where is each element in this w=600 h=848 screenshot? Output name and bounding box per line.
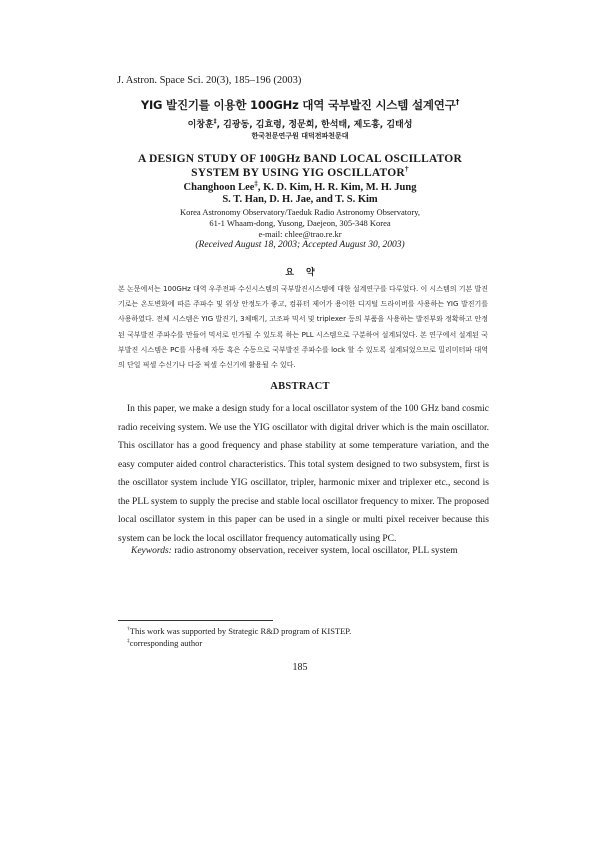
korean-abstract-heading: 요약 <box>285 268 327 278</box>
footnote-funding-text: This work was supported by Strategic R&D program of KISTEP. <box>129 626 352 636</box>
korean-title-text: YIG 발진기를 이용한 100GHz 대역 국부발진 시스템 설계연구 <box>140 98 456 112</box>
footnote-corresponding <box>127 638 202 648</box>
footnote-funding <box>127 626 351 636</box>
english-title-line-1: A DESIGN STUDY OF 100GHz BAND LOCAL OSCILLATOR <box>138 153 462 165</box>
footnote-corresponding-mark: ‡ <box>127 638 130 645</box>
abstract-body: In this paper, we make a design study for a local oscillator system of the 100 GHz band cosmic radio receiving system. We use the YIG oscillator with digital driver which is the main oscillator. This oscillator has a good frequency and phase stability at some temperature variation, and the easy computer aided control characteristics. This total system designed to two subsystem, first is the oscillator system include YIG oscillator, tripler, harmonic mixer and triplexer etc., second is the PLL system to supply the precise and stable local oscillator frequency to mixer. The proposed local oscillator system in this paper can be used in a single or multi pixel receiver because this system can be lock the local oscillator frequency automatically using PC. <box>118 404 489 544</box>
english-coauthors: , K. D. Kim, H. R. Kim, M. H. Jung <box>257 182 417 193</box>
english-title-footnote-mark: † <box>404 164 409 174</box>
korean-abstract: 본 논문에서는 100GHz 대역 우주전파 수신시스템의 국부발진시스템에 대한 설계연구를 다루었다. 이 시스템의 기본 발진기로는 온도변화에 따른 주파수 및 위상 안정도가 좋고, 컴퓨터 제어가 용이한 디지털 드라이버를 사용하는 YIG 발진기를 사용하였다. 전체 시스템은 YIG 발진기, 3체배기, 고조파 믹서 및 triplexer 등의 부품을 사용하는 발진부와 정확하고 안정된 국부발진 주파수를 만들어 믹서로 인가될 수 있도록 하는 PLL 시스템으로 구분하여 설계되었다. 본 연구에서 설계된 국부발진 시스템은 PC를 사용해 자동 혹은 수동으로 국부발진 주파수를 lock 할 수 있도록 설계되었으므로 밀리미터파 대역의 단일 픽셀 수신기나 다중 픽셀 수신기에 활용될 수 있다. <box>118 285 488 370</box>
korean-title-footnote-mark: † <box>455 97 460 107</box>
english-lead-author-mark: ‡ <box>254 180 258 188</box>
english-title-line-2-text: SYSTEM BY USING YIG OSCILLATOR <box>191 167 405 179</box>
korean-authors <box>0 117 600 130</box>
keywords-list: radio astronomy observation, receiver system, local oscillator, PLL system <box>174 546 458 556</box>
journal-citation: J. Astron. Space Sci. 20(3), 185–196 (2003) <box>117 75 302 86</box>
korean-title <box>0 97 600 113</box>
english-lead-author: Changhoon Lee <box>183 182 255 193</box>
footnote-corresponding-text: corresponding author <box>129 638 203 648</box>
keywords <box>131 546 458 556</box>
keywords-label: Keywords: <box>131 546 172 556</box>
korean-coauthors: , 김광동, 김효령, 정문희, 한석태, 제도흥, 김태성 <box>216 120 413 130</box>
english-title <box>0 152 600 180</box>
affiliation-line-1: Korea Astronomy Observatory/Taeduk Radio Astronomy Observatory, <box>179 207 421 217</box>
received-dates: (Received August 18, 2003; Accepted August 30, 2003) <box>195 240 405 250</box>
korean-lead-author-mark: ‡ <box>213 119 217 125</box>
abstract-heading: ABSTRACT <box>270 381 330 392</box>
footnote-divider <box>118 620 273 621</box>
english-affiliation <box>0 207 600 240</box>
english-authors-line-2: S. T. Han, D. H. Jae, and T. S. Kim <box>222 194 378 205</box>
english-title-line-2 <box>0 166 600 180</box>
author-email: e-mail: chlee@trao.re.kr <box>258 229 342 239</box>
page-number: 185 <box>292 662 308 673</box>
english-authors <box>0 182 600 206</box>
english-authors-line-1 <box>0 182 600 194</box>
affiliation-line-2: 61-1 Whaam-dong, Yusong, Daejeon, 305-348 Korea <box>209 218 391 228</box>
korean-lead-author: 이창훈 <box>187 120 214 130</box>
footnote-funding-mark: † <box>127 626 130 633</box>
korean-affiliation: 한국천문연구원 대덕전파천문대 <box>251 132 349 140</box>
